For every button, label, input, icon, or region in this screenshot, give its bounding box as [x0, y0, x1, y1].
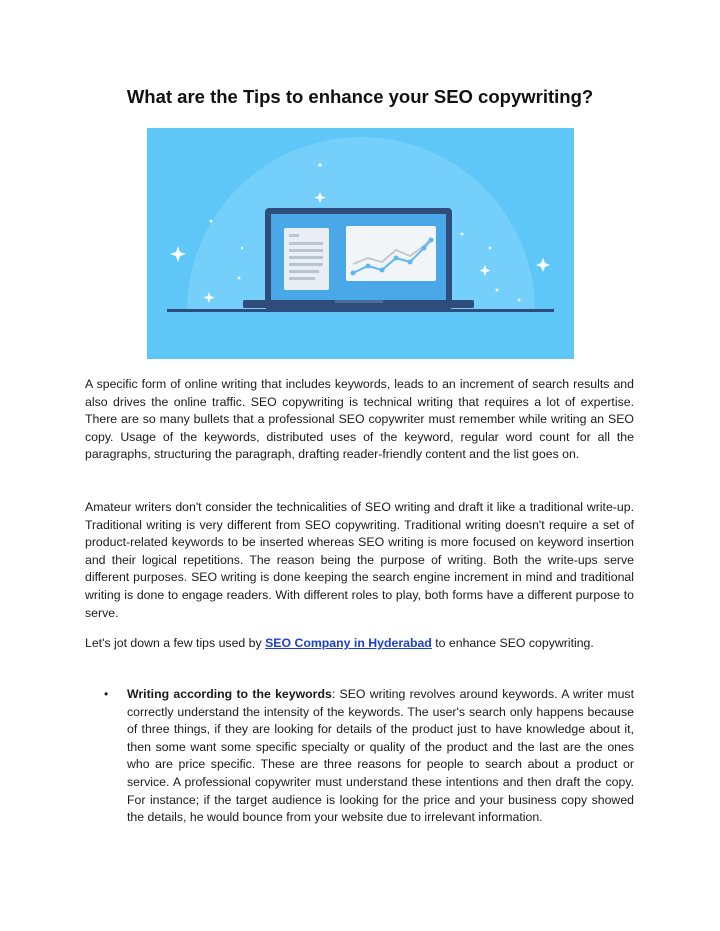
tips-intro-paragraph: [85, 635, 634, 653]
tips-intro-text: Let's jot down a few tips used by: [85, 636, 266, 650]
intro-paragraph: A specific form of online writing that includes keywords, leads to an increment of search results and also drives the online traffic. SEO copywriting is technical writing that requires a lot of expertise. There are so many bullets that a professional SEO copywriter must remember while writing an SEO copy. Usage of the keywords, distributed uses of the keyword, regular word count for all the paragraphs, structuring the paragraph, drafting reader-friendly content and the list goes on.: [85, 377, 634, 462]
comparison-paragraph: Amateur writers don't consider the technicalities of SEO writing and draft it like a traditional write-up. Traditional writing is very different from SEO copywriting. Traditional writing doesn't require a set of product-related keywords to be inserted whereas SEO writing is more focused on keyword insertion and their logical repetitions. The reason being the purpose of writing. Both the write-ups serve different purposes. SEO writing is done keeping the search engine increment in mind and traditional writing is done to engage readers. With different roles to play, both forms have a different purpose to serve.: [85, 500, 634, 620]
list-item: [104, 686, 634, 827]
tips-intro-text-end: to enhance SEO copywriting.: [431, 636, 594, 650]
bullet-icon: •: [104, 687, 109, 701]
page-title: What are the Tips to enhance your SEO copywriting?: [126, 86, 594, 107]
tip-heading: Writing according to the keywords: [127, 687, 332, 701]
tip-text: : SEO writing revolves around keywords. A writer must correctly understand the intensity of the keywords. The user's search only happens because of three things, if they are looking for details of the product just to have knowledge about it, then some want some specific specialty or quality of the product and the last are the ones who are price specific. These are three reasons for people to search about a product or service. A professional copywriter must understand these intentions and then draft the copy. For instance; if the target audience is looking for the price and your business copy showed the details, he would bounce from your website due to irrelevant information.: [127, 687, 634, 825]
laptop-analytics-illustration-icon: [147, 128, 574, 359]
hero-image: [147, 128, 574, 359]
tips-list: [104, 686, 634, 827]
seo-company-link[interactable]: SEO Company in Hyderabad: [265, 636, 432, 650]
